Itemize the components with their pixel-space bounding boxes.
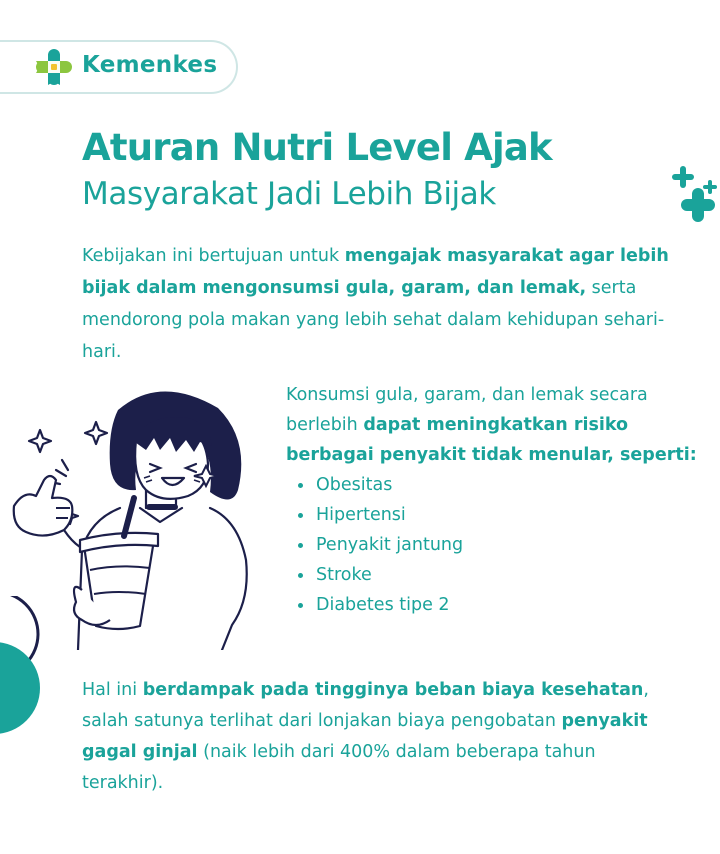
- list-item: Stroke: [286, 560, 706, 590]
- impact-text-2: , salah satunya terlihat dari lonjakan biaya pengobatan: [82, 680, 649, 731]
- impact-text-bold-2: penyakit gagal ginjal: [82, 711, 648, 762]
- kemenkes-logo-icon: [34, 47, 74, 87]
- disease-list: [286, 470, 706, 620]
- circle-decoration: [0, 596, 60, 736]
- risk-paragraph: [286, 380, 706, 620]
- intro-text-bold: mengajak masyarakat agar lebih bijak dalam mengonsumsi gula, garam, dan lemak,: [82, 246, 669, 298]
- page-title-line-2: Masyarakat Jadi Lebih Bijak: [82, 176, 496, 212]
- intro-paragraph: [82, 240, 682, 368]
- intro-text-2: serta mendorong pola makan yang lebih sehat dalam kehidupan sehari-hari.: [82, 278, 665, 362]
- list-item: Penyakit jantung: [286, 530, 706, 560]
- risk-text-1: Konsumsi gula, garam, dan lemak secara berlebih: [286, 385, 648, 435]
- impact-paragraph: [82, 675, 682, 799]
- page-title-line-1: Aturan Nutri Level Ajak: [82, 126, 552, 169]
- intro-text-1: Kebijakan ini bertujuan untuk: [82, 246, 345, 266]
- impact-text-1: Hal ini: [82, 680, 143, 700]
- risk-text-bold: dapat meningkatkan risiko berbagai penyakit tidak menular, seperti:: [286, 415, 697, 465]
- list-item: Diabetes tipe 2: [286, 590, 706, 620]
- impact-text-bold-1: berdampak pada tingginya beban biaya kesehatan: [142, 680, 644, 700]
- impact-text-3: (naik lebih dari 400% dalam beberapa tahun terakhir).: [82, 742, 596, 793]
- brand-name: Kemenkes: [82, 52, 218, 78]
- plus-decoration-icon: [668, 164, 720, 224]
- list-item: Obesitas: [286, 470, 706, 500]
- list-item: Hipertensi: [286, 500, 706, 530]
